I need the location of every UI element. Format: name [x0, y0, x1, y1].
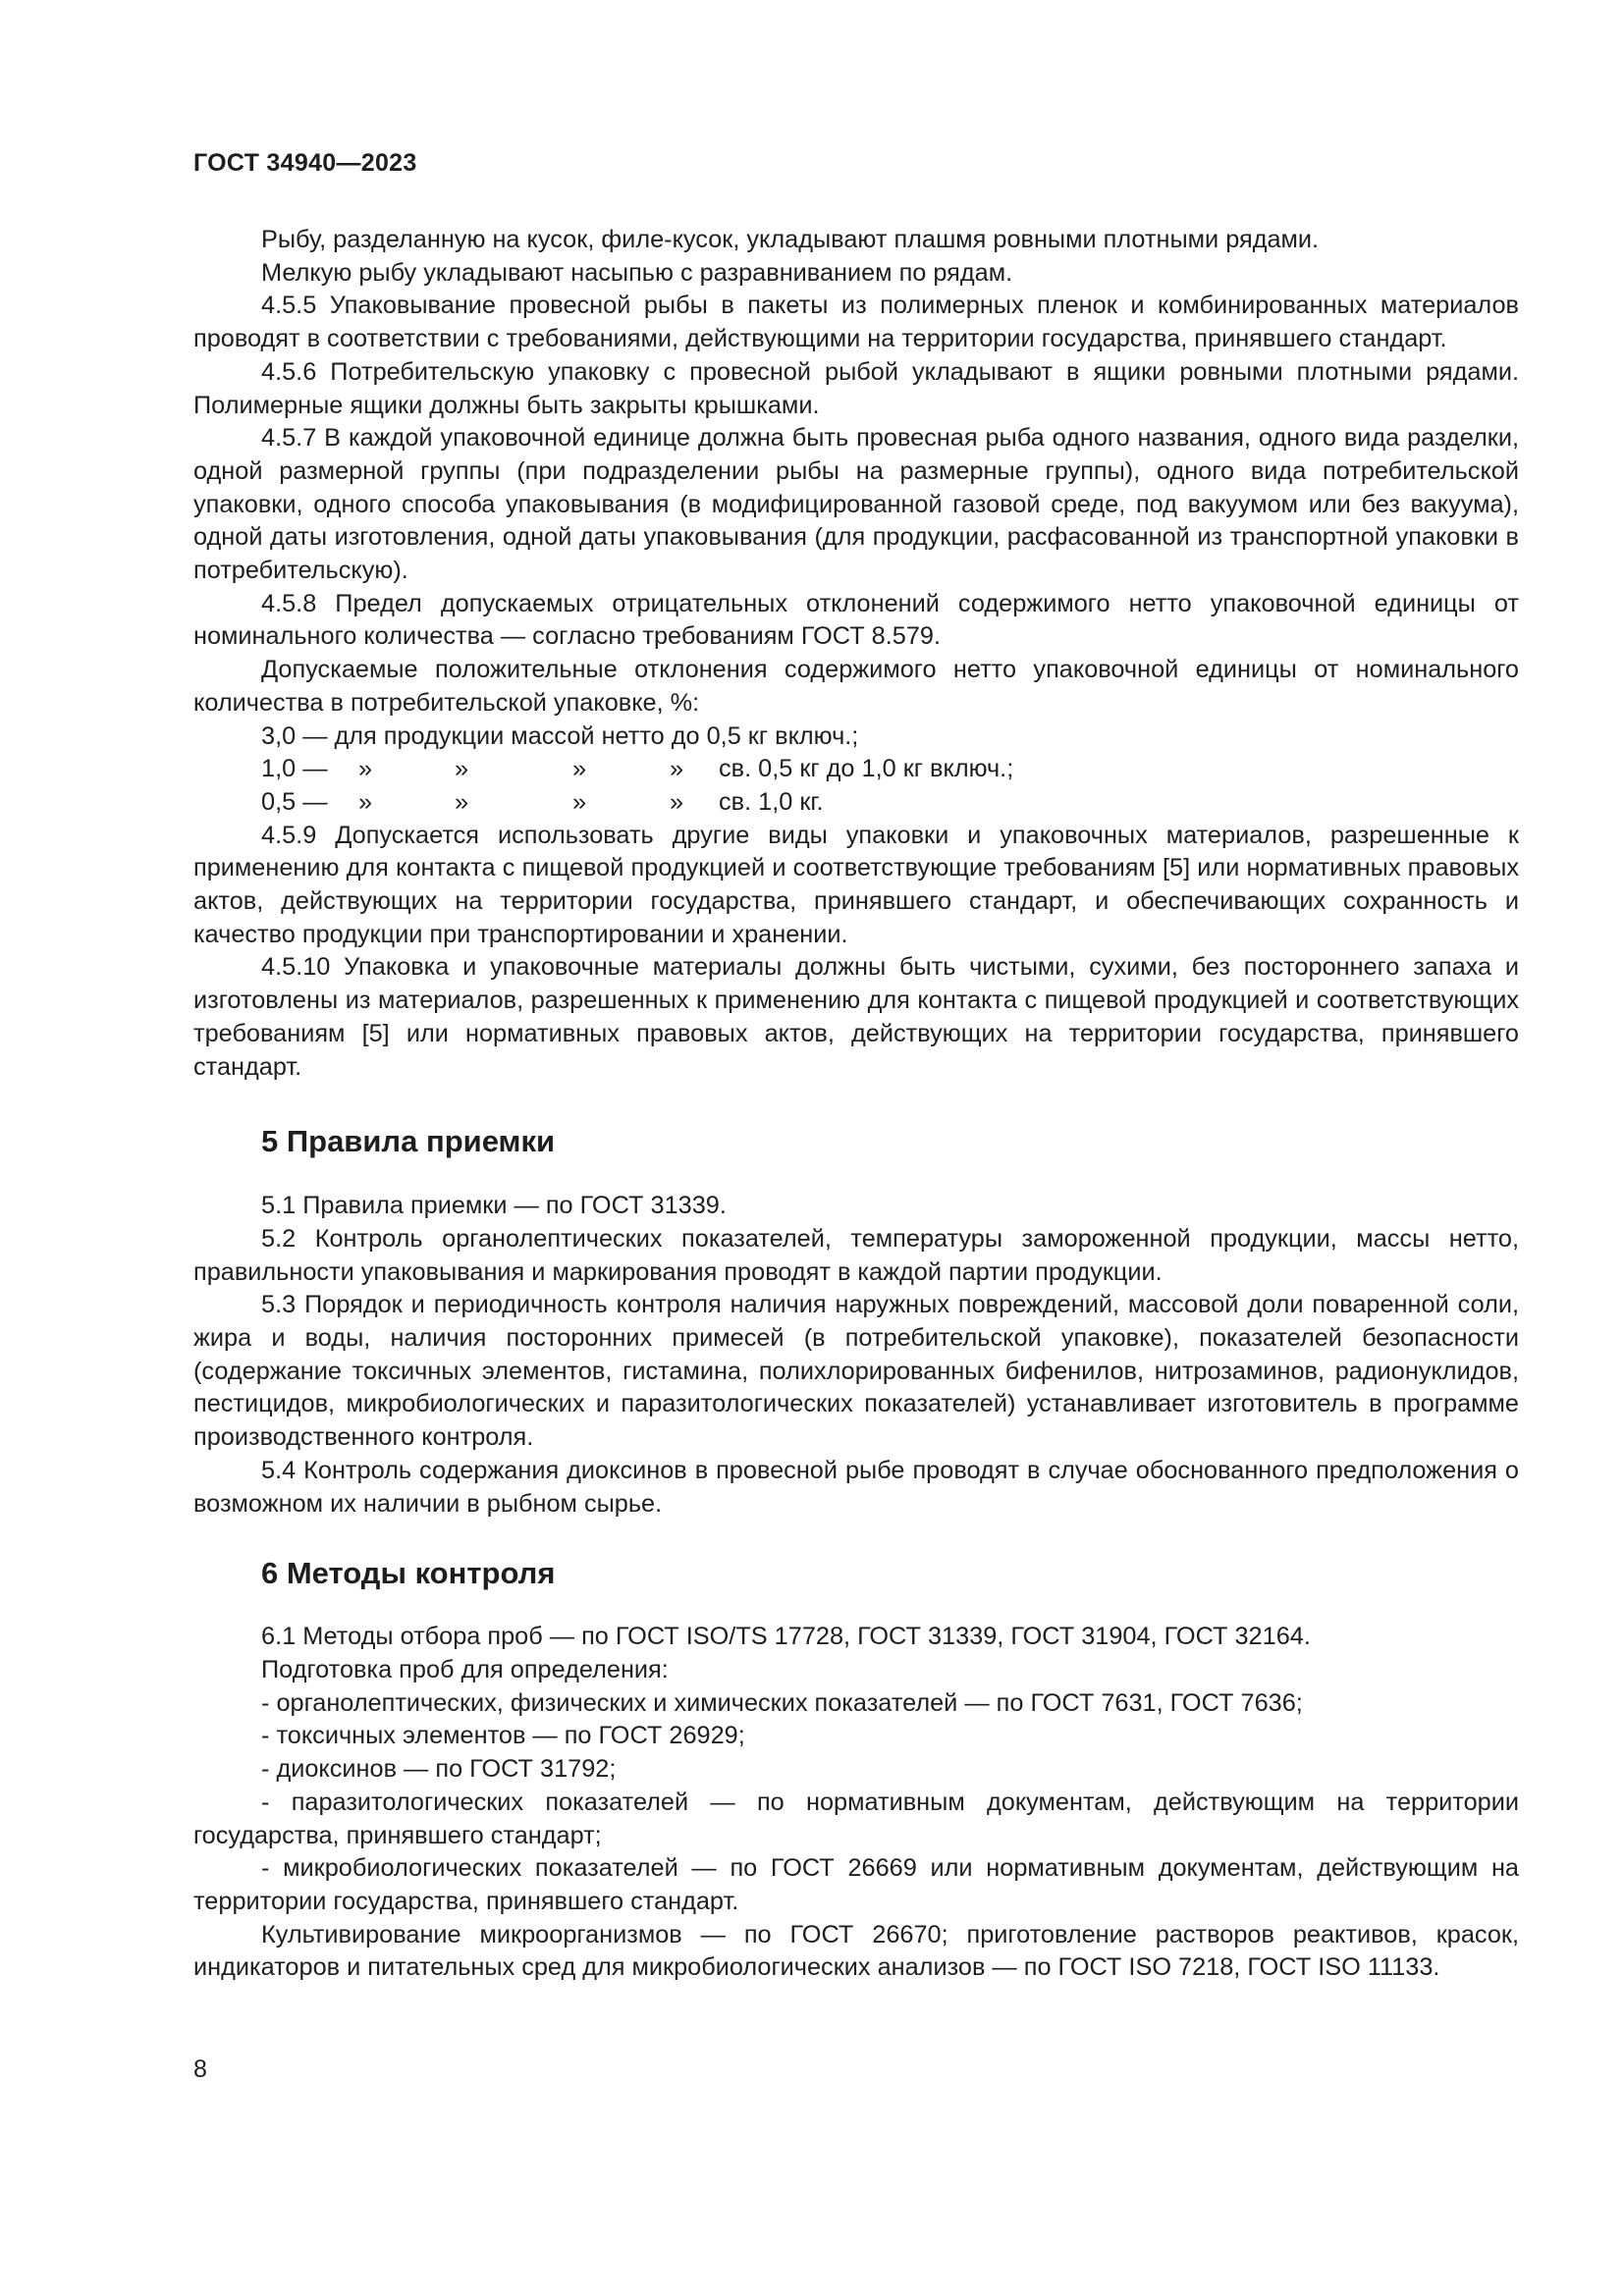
clause-4-5-5: 4.5.5 Упаковывание провесной рыбы в пакеты из полимерных пленок и комбинированных материалов проводят в соответствии с требованиями, действующими на территории государства, принявшего стандарт. [193, 292, 1519, 353]
section-6-heading: 6 Методы контроля [261, 1556, 556, 1591]
paragraph: Рыбу, разделанную на кусок, филе-кусок, укладывают плашмя ровными плотными рядами. [261, 226, 1320, 253]
list-item: - микробиологических показателей — по ГОСТ 26669 или нормативным документам, действующим на территории государства, принявшего стандарт. [193, 1854, 1519, 1915]
ditto-mark: » [572, 755, 587, 783]
ditto-mark: » [358, 787, 373, 816]
page-number: 8 [193, 2056, 207, 2083]
ditto-mark: » [670, 787, 684, 816]
paragraph: Допускаемые положительные отклонения содержимого нетто упаковочной единицы от номинального количества в потребительской упаковке, %: [193, 656, 1519, 717]
clause-4-5-8: 4.5.8 Предел допускаемых отрицательных отклонений содержимого нетто упаковочной единицы от номинального количества — согласно требованиям ГОСТ 8.579. [193, 589, 1519, 651]
list-item: - органолептических, физических и химических показателей — по ГОСТ 7631, ГОСТ 7636; [261, 1688, 1303, 1717]
paragraph: Культивирование микроорганизмов — по ГОСТ 26670; приготовление растворов реактивов, красок, индикаторов и питательных сред для микробиологических анализов — по ГОСТ ISO 7218, ГОСТ ISO 11133. [193, 1920, 1519, 1982]
paragraph: Мелкую рыбу укладывают насыпью с разравниванием по рядам. [261, 258, 1013, 287]
tolerance-range: св. 0,5 кг до 1,0 кг включ.; [719, 755, 1014, 783]
clause-5-3: 5.3 Порядок и периодичность контроля наличия наружных повреждений, массовой доли поваренной соли, жира и воды, наличия посторонних примесей (в потребительской упаковке), показателей безопасности (содержание токсичных элементов, гистамина, полихлорированных бифенилов, нитрозаминов, радионуклидов, пестицидов, микробиологических и паразитологических показателей) устанавливает изготовитель в программе производственного контроля. [193, 1291, 1519, 1452]
clause-4-5-7: 4.5.7 В каждой упаковочной единице должна быть провесная рыба одного названия, одного вида разделки, одной размерной группы (при подразделении рыбы на размерные группы), одного вида потребительской упаковки, одного способа упаковывания (в модифицированной газовой среде, под вакуумом или без вакуума), одной даты изготовления, одной даты упаковывания (для продукции, расфасованной из транспортной упаковки в потребительскую). [193, 424, 1519, 585]
clause-5-2: 5.2 Контроль органолептических показателей, температуры замороженной продукции, массы нетто, правильности упаковывания и маркирования проводят в каждой партии продукции. [193, 1224, 1519, 1286]
clause-6-1: 6.1 Методы отбора проб — по ГОСТ ISO/TS 17728, ГОСТ 31339, ГОСТ 31904, ГОСТ 32164. [261, 1623, 1311, 1651]
ditto-mark: » [455, 755, 469, 783]
list-item: - токсичных элементов — по ГОСТ 26929; [261, 1722, 745, 1750]
tolerance-row [193, 753, 1519, 786]
tolerance-row [193, 786, 1519, 820]
list-item: - диоксинов — по ГОСТ 31792; [261, 1755, 617, 1784]
document-header: ГОСТ 34940—2023 [193, 149, 417, 177]
ditto-mark: » [455, 787, 469, 816]
tolerance-line: 3,0 — для продукции массой нетто до 0,5 кг включ.; [261, 721, 859, 750]
clause-4-5-9: 4.5.9 Допускается использовать другие виды упаковки и упаковочных материалов, разрешенные к применению для контакта с пищевой продукцией и соответствующие требованиям [5] или нормативных правовых актов, действующих на территории государства, принявшего стандарт, и обеспечивающих сохранность и качество продукции при транспортировании и хранении. [193, 821, 1519, 948]
list-item: - паразитологических показателей — по нормативным документам, действующим на территории государства, принявшего стандарт; [193, 1788, 1519, 1849]
clause-5-1: 5.1 Правила приемки — по ГОСТ 31339. [261, 1192, 727, 1220]
ditto-mark: » [358, 755, 373, 783]
ditto-mark: » [670, 755, 684, 783]
tolerance-value: 1,0 — [261, 755, 328, 783]
tolerance-range: св. 1,0 кг. [719, 787, 824, 816]
page-content [193, 224, 1519, 1985]
ditto-mark: » [572, 787, 587, 816]
tolerance-value: 0,5 — [261, 787, 328, 816]
clause-4-5-10: 4.5.10 Упаковка и упаковочные материалы должны быть чистыми, сухими, без постороннего запаха и изготовлены из материалов, разрешенных к применению для контакта с пищевой продукцией и соответствующих требованиям [5] или нормативных правовых актов, действующих на территории государства, принявшего стандарт. [193, 953, 1519, 1081]
section-5-heading: 5 Правила приемки [261, 1124, 556, 1159]
clause-4-5-6: 4.5.6 Потребительскую упаковку с провесной рыбой укладывают в ящики ровными плотными рядами. Полимерные ящики должны быть закрыты крышками. [193, 357, 1519, 419]
clause-5-4: 5.4 Контроль содержания диоксинов в провесной рыбе проводят в случае обоснованного предположения о возможном их наличии в рыбном сырье. [193, 1456, 1519, 1518]
paragraph: Подготовка проб для определения: [261, 1655, 669, 1683]
